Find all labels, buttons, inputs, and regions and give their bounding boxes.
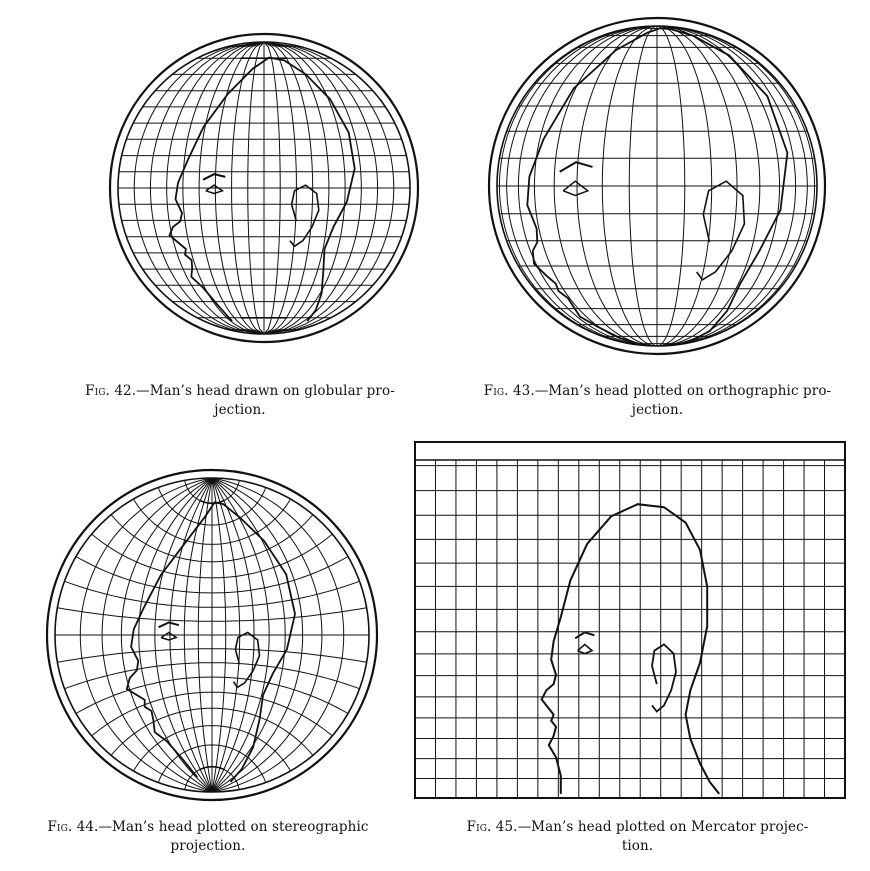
brow-line bbox=[560, 162, 593, 172]
figure-43-caption-line1: —Man’s head plotted on orthographic pro- bbox=[534, 383, 832, 399]
figure-45-caption-line2: tion. bbox=[621, 838, 654, 854]
orthographic-projection-figure bbox=[482, 10, 832, 362]
figure-42-caption-line2: jection. bbox=[214, 402, 266, 418]
figure-44-caption bbox=[18, 818, 398, 856]
figure-43-number: Fig. 43. bbox=[483, 383, 535, 399]
figure-44-number: Fig. 44. bbox=[47, 819, 99, 835]
figure-44-caption-line2: projection. bbox=[170, 838, 246, 854]
eye-outline bbox=[206, 185, 223, 193]
globular-projection-figure bbox=[106, 10, 422, 366]
figure-42-caption-line1: —Man’s head drawn on globular pro- bbox=[136, 383, 395, 399]
head-outline bbox=[170, 58, 355, 322]
eye-outline bbox=[578, 644, 592, 653]
stereographic-projection-figure bbox=[43, 462, 381, 808]
mercator-projection-diagram bbox=[413, 440, 849, 802]
eye-outline bbox=[161, 633, 176, 641]
eye-outline bbox=[563, 181, 588, 195]
brow-line bbox=[159, 622, 179, 627]
orthographic-projection-diagram bbox=[482, 10, 832, 362]
brow-line bbox=[203, 174, 225, 180]
globular-projection-diagram bbox=[106, 10, 422, 366]
figure-45-caption bbox=[440, 818, 835, 856]
figure-43-caption bbox=[460, 382, 855, 420]
brow-line bbox=[575, 632, 594, 638]
map-frame bbox=[415, 442, 845, 798]
mercator-projection-figure bbox=[413, 440, 849, 802]
figure-42-caption bbox=[60, 382, 420, 420]
figure-45-number: Fig. 45. bbox=[466, 819, 518, 835]
figure-45-caption-line1: —Man’s head plotted on Mercator projec- bbox=[517, 819, 809, 835]
stereographic-projection-diagram bbox=[43, 462, 381, 808]
head-outline bbox=[542, 504, 720, 794]
ear-outline bbox=[652, 644, 676, 711]
figure-42-number: Fig. 42. bbox=[85, 383, 137, 399]
figure-43-caption-line2: jection. bbox=[631, 402, 684, 418]
figure-44-caption-line1: —Man’s head plotted on stereographic bbox=[98, 819, 369, 835]
